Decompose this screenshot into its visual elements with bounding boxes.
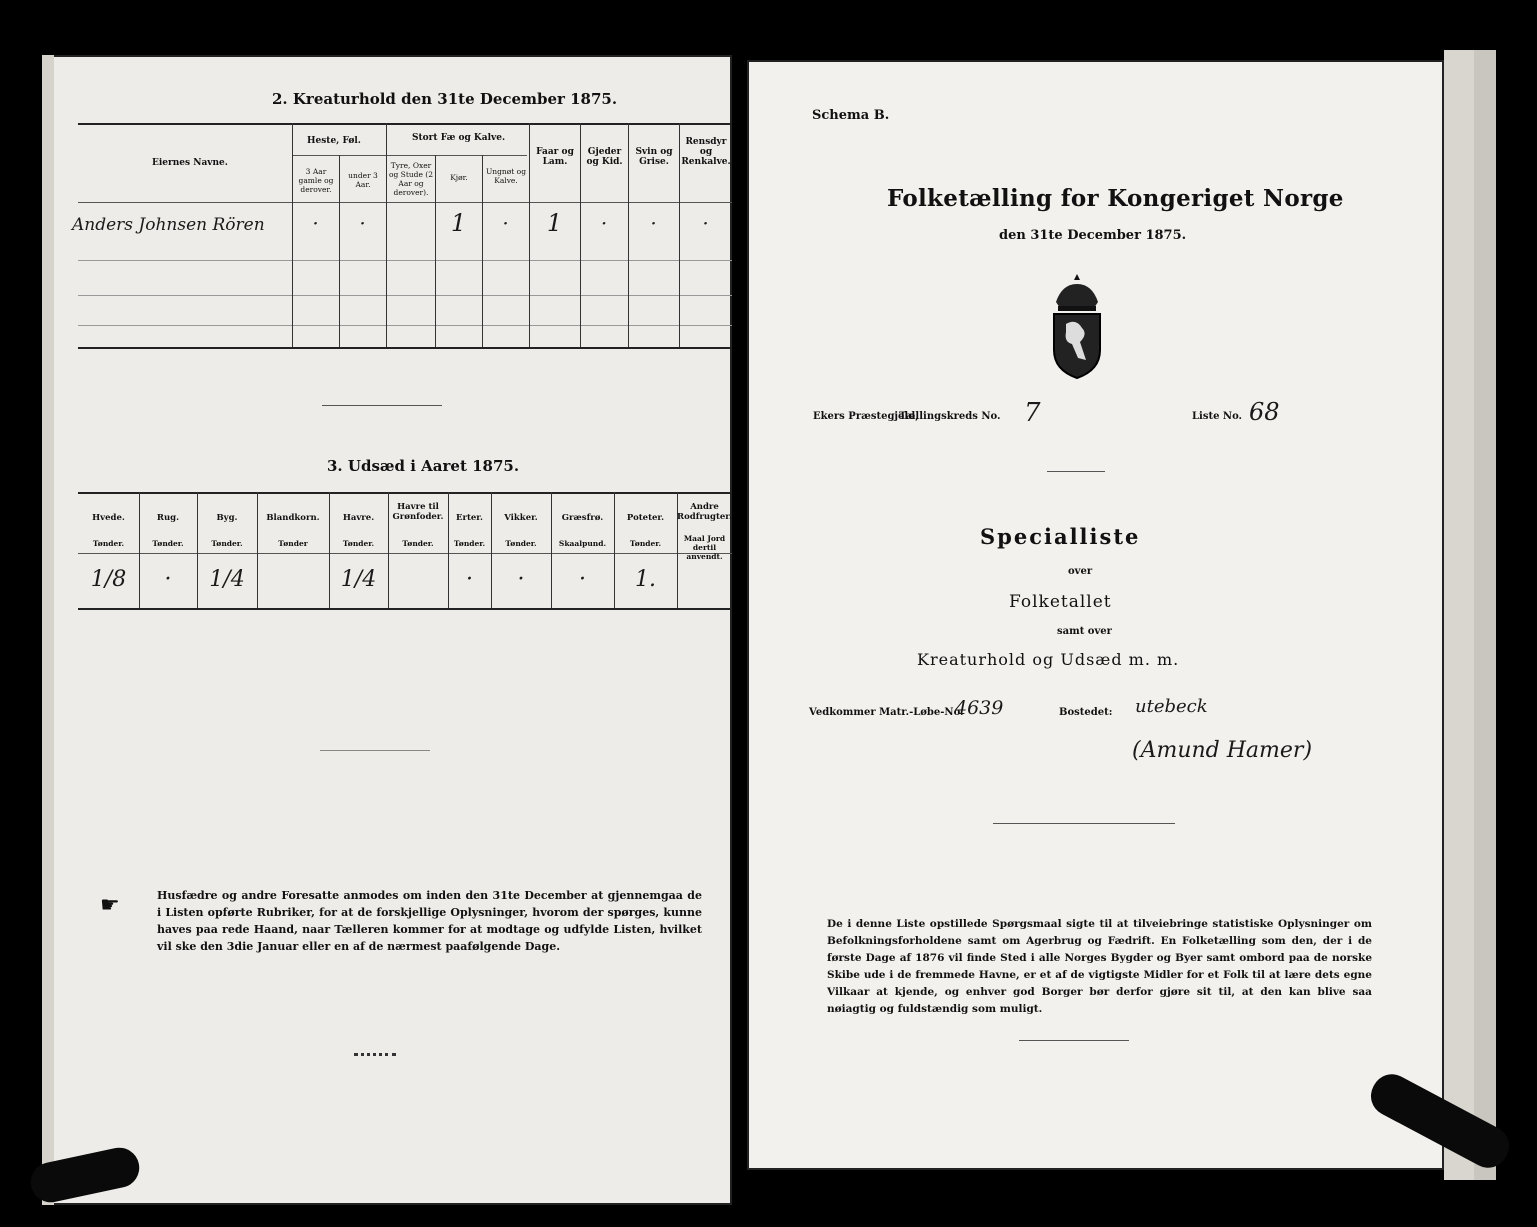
seed-value: 1/4 bbox=[340, 567, 377, 592]
horses-header: Heste, Føl. bbox=[307, 136, 361, 146]
cattle-header: Stort Fæ og Kalve. bbox=[412, 133, 506, 143]
separator bbox=[320, 750, 430, 751]
table-rule bbox=[78, 295, 732, 296]
right-page bbox=[747, 60, 1444, 1170]
cell-cows: 1 bbox=[450, 209, 467, 237]
list-number: 68 bbox=[1249, 398, 1280, 426]
seed-unit: Skaalpund. bbox=[558, 539, 607, 548]
seed-header: Byg. bbox=[216, 513, 238, 523]
seed-header: Havre. bbox=[342, 513, 375, 523]
page-edge bbox=[1444, 50, 1474, 1180]
seed-value: · bbox=[466, 567, 473, 592]
table-rule bbox=[78, 608, 732, 610]
horses-sub1: 3 Aar gamle og derover. bbox=[298, 167, 334, 194]
district-number: 7 bbox=[1024, 398, 1041, 428]
notice-text: Husfædre og andre Foresatte anmodes om inden den 31te December at gjennemgaa de i Listen opførte Rubriker, for at de forskjellige Oplysninger, hvorom der spørges, kunne haves paa rede Haand, naar Tælleren kommer for at modtage og udfylde Listen, hvilket vil ske den 3die Januar eller en af de nærmest paafølgende Dage. bbox=[157, 889, 702, 953]
goats-header: Gjeder og Kid. bbox=[586, 147, 623, 167]
table-rule bbox=[78, 202, 732, 203]
seed-header: Andre Rodfrugter. bbox=[677, 502, 732, 522]
seed-unit: Tønder. bbox=[629, 539, 662, 548]
seed-value: 1. bbox=[635, 567, 656, 592]
seed-header: Erter. bbox=[456, 513, 483, 523]
separator bbox=[1047, 471, 1105, 472]
census-date: den 31te December 1875. bbox=[999, 228, 1187, 243]
cell-goats: · bbox=[600, 211, 608, 235]
table-rule bbox=[78, 347, 732, 349]
cattle-sub1: Tyre, Oxer og Stude (2 Aar og derover). bbox=[388, 161, 433, 197]
matr-label: Vedkommer Matr.-Løbe-No. bbox=[809, 707, 964, 718]
seed-unit: Tønder. bbox=[92, 539, 125, 548]
cattle-sub3: Ungnøt og Kalve. bbox=[485, 167, 526, 185]
parish-label: Ekers Præstegjeld, bbox=[813, 411, 919, 422]
signature: (Amund Hamer) bbox=[1132, 738, 1313, 763]
separator bbox=[322, 405, 442, 406]
norway-coat-of-arms-icon bbox=[1042, 272, 1112, 382]
seed-unit: Tønder bbox=[278, 539, 308, 548]
seed-value: 1/8 bbox=[90, 567, 127, 592]
list-label: Liste No. bbox=[1192, 411, 1243, 422]
seed-value: 1/4 bbox=[209, 567, 245, 592]
cell-calves: · bbox=[502, 211, 509, 235]
horses-sub2: under 3 Aar. bbox=[348, 171, 378, 189]
owner-name: Anders Johnsen Rören bbox=[72, 215, 265, 235]
table-rule bbox=[78, 553, 732, 554]
seed-unit: Tønder. bbox=[152, 539, 184, 548]
seed-header: Poteter. bbox=[626, 513, 665, 523]
section3-title: 3. Udsæd i Aaret 1875. bbox=[327, 457, 520, 475]
seed-unit: Tønder. bbox=[211, 539, 243, 548]
pointing-hand-icon: ☛ bbox=[100, 893, 120, 918]
samt-over-text: samt over bbox=[1057, 626, 1112, 637]
cell-pigs: · bbox=[650, 211, 657, 235]
cell-horses-old: · bbox=[312, 211, 319, 235]
table-rule bbox=[78, 260, 732, 261]
cell-reindeer: · bbox=[702, 211, 709, 235]
specialliste-heading: Specialliste bbox=[980, 524, 1141, 549]
table-col bbox=[292, 123, 293, 347]
reindeer-header: Rensdyr og Renkalve. bbox=[681, 137, 731, 167]
page-edge bbox=[1474, 50, 1496, 1180]
seed-unit: Tønder. bbox=[402, 539, 434, 548]
census-title: Folketælling for Kongeriget Norge bbox=[887, 185, 1344, 212]
seed-header: Rug. bbox=[156, 513, 180, 523]
seed-unit: Maal Jord dertil anvendt. bbox=[683, 534, 726, 561]
matr-number: 4639 bbox=[955, 697, 1004, 719]
table-rule bbox=[78, 492, 732, 494]
seed-header: Vikker. bbox=[504, 513, 538, 523]
table-col bbox=[257, 492, 258, 608]
separator bbox=[1019, 1040, 1129, 1041]
table-col bbox=[435, 155, 436, 347]
bostedet-value: utebeck bbox=[1135, 696, 1208, 717]
seed-header: Blandkorn. bbox=[266, 513, 320, 523]
seed-value: · bbox=[517, 567, 525, 592]
cell-horses-young: · bbox=[359, 211, 366, 235]
folketallet-heading: Folketallet bbox=[1009, 592, 1112, 612]
cell-sheep: 1 bbox=[546, 209, 563, 237]
over-text: over bbox=[1068, 566, 1093, 577]
table-rule bbox=[78, 325, 732, 326]
owner-header: Eiernes Navne. bbox=[152, 158, 228, 168]
seed-unit: Tønder. bbox=[453, 539, 486, 548]
table-rule bbox=[292, 155, 527, 156]
seed-header: Havre til Grønfoder. bbox=[392, 502, 444, 522]
table-col bbox=[386, 123, 387, 347]
bostedet-label: Bostedet: bbox=[1059, 707, 1113, 718]
pigs-header: Svin og Grise. bbox=[635, 147, 673, 167]
page-edge bbox=[42, 55, 54, 1205]
kreaturhold-heading: Kreaturhold og Udsæd m. m. bbox=[917, 650, 1180, 669]
separator bbox=[354, 1053, 396, 1056]
cattle-sub2: Kjør. bbox=[450, 173, 468, 182]
intro-paragraph: De i denne Liste opstillede Spørgsmaal sigte til at tilveiebringe statistiske Oplysninger om Befolkningsforholdene samt om Agerbrug og Fædrift. En Folketælling som den, der i de første Dage af 1876 vil finde Sted i alle Norges Bygder og Byer samt ombord paa de norske Skibe ude i de fremmede Havne, er et af de vigtigste Midler for et Folk til at lære dets egne Vilkaar at kjende, og enhver god Borger bør derfor gjøre sit til, at den kan blive saa nøiagtig og fuldstændig som muligt. bbox=[827, 918, 1372, 1015]
seed-unit: Tønder. bbox=[505, 539, 537, 548]
seed-value: · bbox=[164, 567, 172, 592]
left-page bbox=[42, 55, 732, 1205]
schema-label: Schema B. bbox=[812, 108, 890, 123]
separator bbox=[993, 823, 1175, 824]
seed-unit: Tønder. bbox=[342, 539, 375, 548]
seed-header: Hvede. bbox=[92, 513, 125, 523]
section2-title: 2. Kreaturhold den 31te December 1875. bbox=[272, 90, 618, 108]
seed-header: Græsfrø. bbox=[561, 513, 604, 523]
table-rule bbox=[78, 123, 732, 125]
district-label: Tællingskreds No. bbox=[899, 411, 1001, 422]
seed-value: · bbox=[579, 567, 586, 592]
sheep-header: Faar og Lam. bbox=[536, 147, 574, 167]
